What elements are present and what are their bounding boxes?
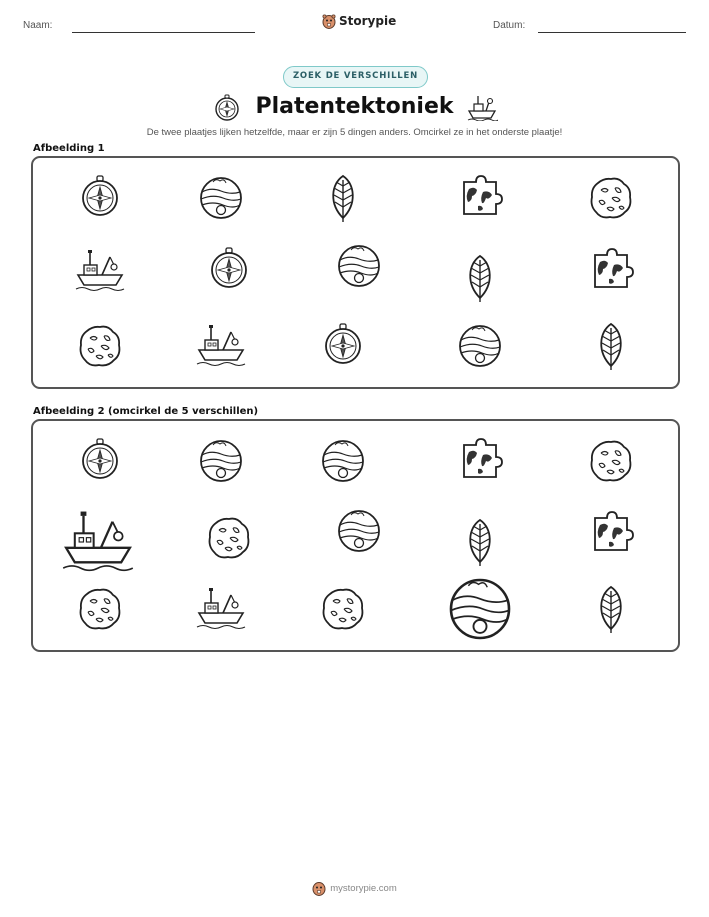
ship-icon xyxy=(466,93,498,121)
earth-layers-icon xyxy=(339,246,379,286)
rock-icon[interactable] xyxy=(324,590,363,629)
name-field[interactable] xyxy=(72,32,255,33)
ship-icon[interactable] xyxy=(63,512,133,571)
worksheet-title: Platentektoniek xyxy=(255,94,454,119)
ship-icon xyxy=(197,325,245,366)
picture-2-grid xyxy=(33,421,678,650)
activity-type-badge: ZOEK DE VERSCHILLEN xyxy=(283,66,428,88)
earth-layers-icon[interactable] xyxy=(201,441,241,481)
earth-puzzle-icon[interactable] xyxy=(595,512,633,550)
title-row xyxy=(0,90,709,124)
storypie-logo xyxy=(322,13,396,29)
ship-icon[interactable] xyxy=(197,588,245,629)
compass-icon xyxy=(83,176,117,215)
earth-puzzle-icon[interactable] xyxy=(464,439,502,477)
picture-1-grid xyxy=(33,158,678,387)
rock-icon[interactable] xyxy=(592,442,631,481)
earth-layers-icon[interactable] xyxy=(323,441,363,481)
footer-site: mystorypie.com xyxy=(330,882,397,894)
picture-2-label: Afbeelding 2 (omcirkel de 5 verschillen) xyxy=(33,406,259,417)
earth-puzzle-icon xyxy=(595,249,633,287)
beaver-mascot-icon xyxy=(322,13,336,29)
compass-icon xyxy=(326,324,360,363)
earth-layers-icon xyxy=(201,178,241,218)
instructions: De twee plaatjes lijken hetzelfde, maar er zijn 5 dingen anders. Omcirkel ze in het onderste plaatje! xyxy=(146,127,563,138)
name-label: Naam: xyxy=(23,20,53,31)
footer xyxy=(0,880,709,896)
earth-puzzle-icon xyxy=(464,176,502,214)
rock-icon[interactable] xyxy=(210,519,249,558)
earth-layers-icon[interactable] xyxy=(339,511,379,551)
ship-icon xyxy=(76,250,124,291)
leaf-icon xyxy=(601,324,621,370)
rock-icon xyxy=(81,327,120,366)
earth-layers-icon xyxy=(460,326,500,366)
brand-name: Storypie xyxy=(339,14,397,28)
rock-icon xyxy=(592,179,631,218)
worksheet-header xyxy=(0,0,709,40)
leaf-icon[interactable] xyxy=(601,587,621,633)
date-label: Datum: xyxy=(493,20,526,31)
picture-2-panel[interactable] xyxy=(31,419,680,652)
earth-layers-icon[interactable] xyxy=(451,580,509,638)
beaver-mascot-icon xyxy=(312,880,326,896)
leaf-icon xyxy=(470,256,490,302)
compass-icon[interactable] xyxy=(83,439,117,478)
picture-1-panel xyxy=(31,156,680,389)
leaf-icon xyxy=(333,176,353,222)
picture-1-label: Afbeelding 1 xyxy=(33,143,105,154)
compass-icon xyxy=(212,248,246,287)
date-field[interactable] xyxy=(538,32,686,33)
rock-icon[interactable] xyxy=(81,590,120,629)
leaf-icon[interactable] xyxy=(470,520,490,566)
